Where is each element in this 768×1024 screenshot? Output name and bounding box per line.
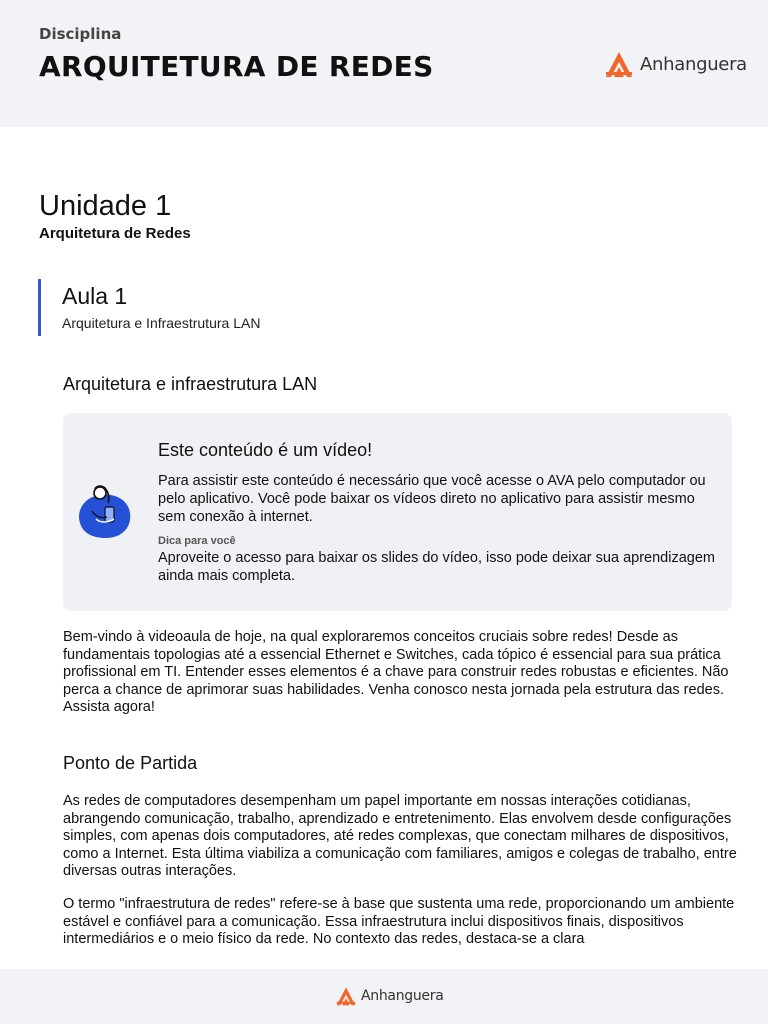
video-content-card [63,413,732,611]
section-heading-partida: Ponto de Partida [63,753,198,773]
section-heading-lan: Arquitetura e infraestrutura LAN [63,374,318,394]
brand-logo [604,50,747,78]
discipline-label: Disciplina [39,25,122,43]
lesson-accent-bar [38,279,41,336]
unit-subtitle: Arquitetura de Redes [39,225,191,242]
welcome-paragraph: Bem-vindo à videoaula de hoje, na qual exploraremos conceitos cruciais sobre redes! Desde as fundamentais topologias até a essencial Ethernet e Switches, cada tópico é essencial para sua prática profissional em TI. Entender esses elementos é a chave para construir redes robustas e eficientes. Não perca a chance de aprimorar suas habilidades. Venha conosco nesta jornada pela estrutura das redes. Assista agora! [63,629,729,715]
partida-paragraph-1: As redes de computadores desempenham um papel importante em nossas interações cotidianas, abrangendo comunicação, trabalho, aprendizado e entretenimento. Elas envolvem desde configurações simples, com apenas dois computadores, até redes complexas, que conectam milhares de dispositivos, como a Internet. Esta última viabiliza a comunicação com familiares, amigos e colegas de trabalho, entre diversas outras interações. [63,793,737,879]
anhanguera-logo-icon [604,50,634,78]
lesson-title: Aula 1 [62,283,128,309]
footer-brand-logo [335,986,443,1006]
video-card-text: Para assistir este conteúdo é necessário que você acesse o AVA pelo computador ou pelo aplicativo. Você pode baixar os vídeos direto no aplicativo para assistir mesmo sem conexão à internet. [158,473,706,525]
brand-name: Anhanguera [640,53,747,75]
lesson-subtitle: Arquitetura e Infraestrutura LAN [62,315,261,331]
video-card-title: Este conteúdo é um vídeo! [158,440,373,460]
unit-title: Unidade 1 [39,190,172,222]
discipline-title: ARQUITETURA DE REDES [39,50,434,83]
anhanguera-logo-icon [335,986,357,1006]
document-footer [0,969,768,1024]
tip-label: Dica para você [158,535,236,547]
tip-text: Aproveite o acesso para baixar os slides do vídeo, isso pode deixar sua aprendizagem ainda mais completa. [158,550,715,584]
document-header [0,0,768,127]
partida-paragraph-2: O termo "infraestrutura de redes" refere-se à base que sustenta uma rede, proporcionando um ambiente estável e confiável para a comunicação. Essa infraestrutura inclui dispositivos finais, dispositivos intermediários e o meio físico da rede. No contexto das redes, destaca-se a clara [63,896,735,947]
footer-brand-name: Anhanguera [361,988,444,1004]
person-with-phone-illustration [74,483,134,541]
